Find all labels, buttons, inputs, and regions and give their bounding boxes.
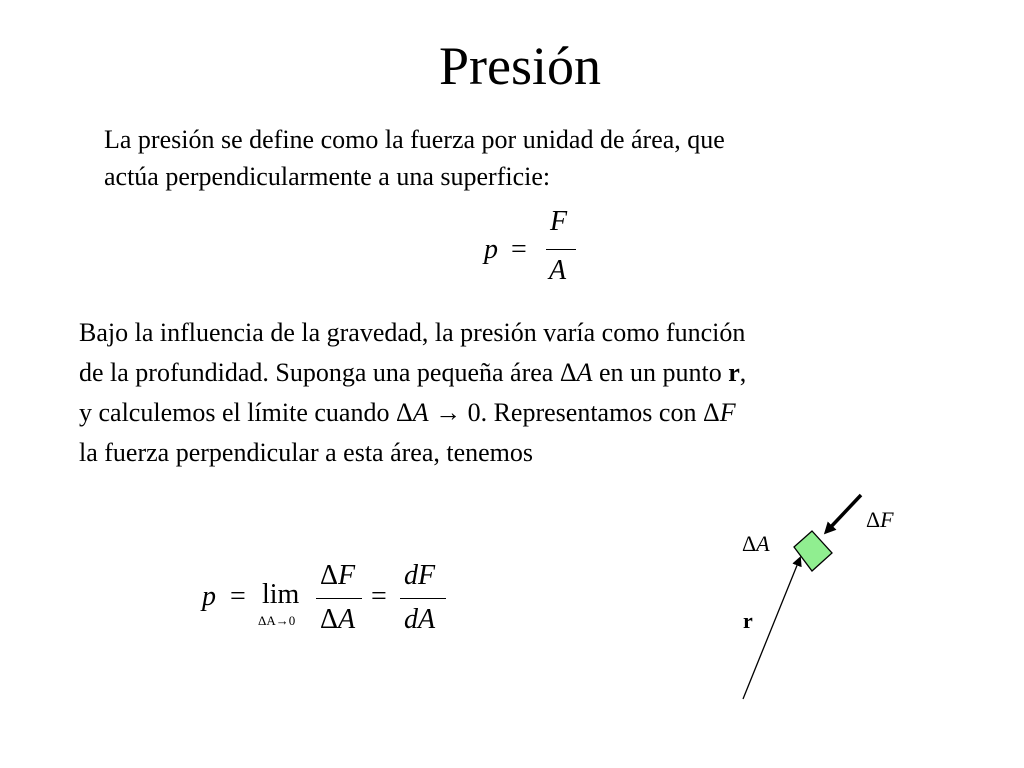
text-span: de la profundidad. Suponga una pequeña área: [79, 358, 560, 387]
delta-symbol: Δ: [320, 604, 339, 635]
definition-line-2: actúa perpendicularmente a una superficie:: [104, 162, 551, 191]
position-label: r: [743, 608, 753, 633]
var-A: A: [412, 398, 429, 427]
definition-line-1: La presión se define como la fuerza por unidad de área, que: [104, 125, 725, 154]
text-span: 0. Representamos con: [467, 398, 703, 427]
formula1-lhs: p: [484, 234, 498, 265]
formula1-equals: =: [511, 234, 527, 265]
var-A: A: [576, 358, 593, 387]
formula2-lim: lim: [262, 579, 300, 610]
text-span: y calculemos el límite cuando: [79, 398, 396, 427]
area-label-text: ΔA: [742, 531, 770, 556]
var-F: F: [338, 560, 356, 591]
force-arrow: [828, 495, 861, 530]
delta-symbol: Δ: [702, 398, 720, 427]
delta-symbol: Δ: [559, 358, 577, 387]
formula1-numerator: F: [550, 206, 568, 237]
formula2-numerator-2: dF: [404, 560, 436, 591]
slide-title: Presión: [439, 36, 601, 96]
formula2-equals-2: =: [371, 581, 387, 612]
delta-symbol: Δ: [320, 560, 339, 591]
formula1-denominator: A: [549, 255, 567, 286]
force-label-text: ΔF: [866, 507, 894, 532]
formula2-denominator-2: dA: [404, 604, 436, 635]
text-span: ,: [739, 358, 747, 387]
arrow-symbol: →: [428, 398, 468, 427]
gravity-line-4: la fuerza perpendicular a esta área, tenemos: [79, 438, 534, 467]
var-F: F: [719, 398, 736, 427]
area-label: [742, 531, 770, 557]
formula2-equals-1: =: [230, 581, 246, 612]
var-A: A: [338, 604, 356, 635]
force-label: [866, 507, 894, 533]
area-patch: [794, 531, 832, 571]
text-span: en un punto: [592, 358, 729, 387]
var-r: r: [728, 358, 740, 387]
delta-symbol: Δ: [395, 398, 413, 427]
formula2-lhs: p: [202, 581, 216, 612]
gravity-line-1: Bajo la influencia de la gravedad, la presión varía como función: [79, 318, 746, 347]
formula2-lim-subscript: ΔA→0: [258, 613, 296, 628]
